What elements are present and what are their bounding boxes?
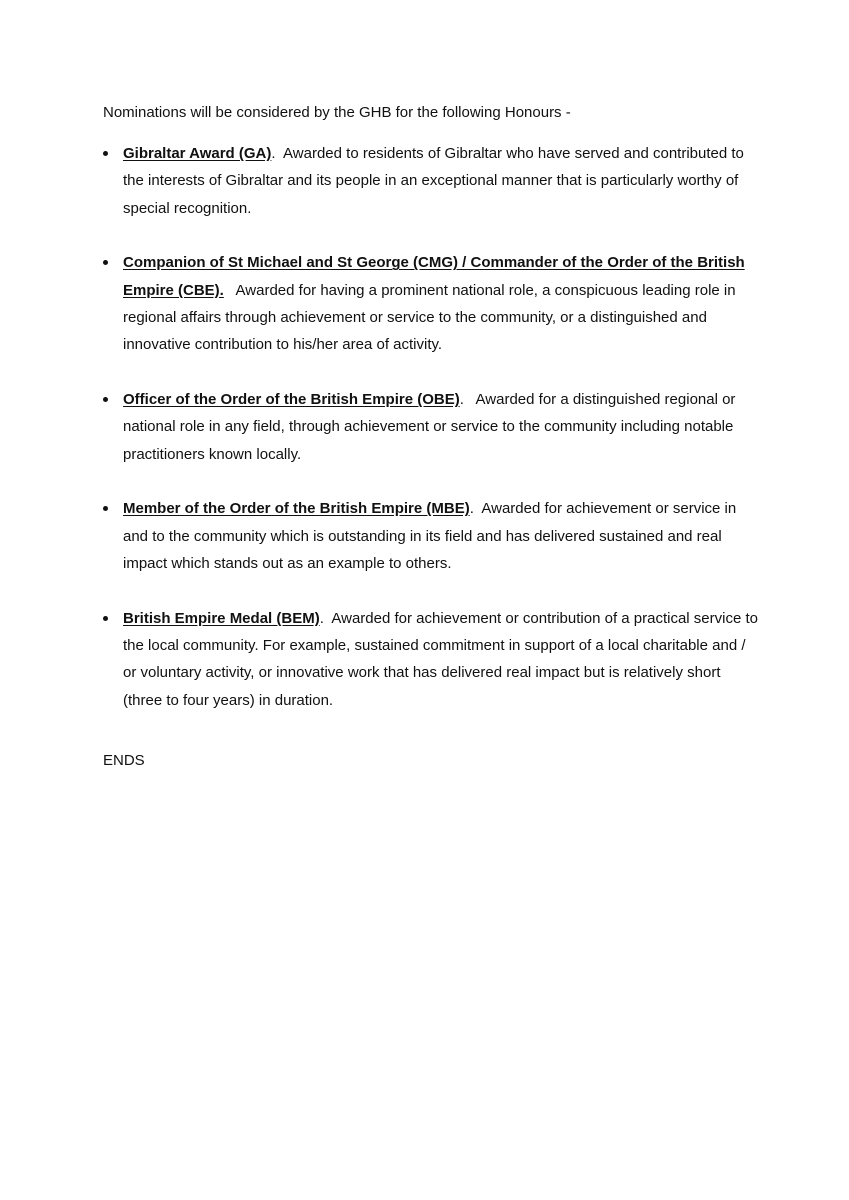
honour-item-cmg-cbe <box>103 249 763 358</box>
honour-description: Awarded for achievement or contribution of a practical service to the local community. For example, sustained commitment in support of a local charitable and / or voluntary activity, or innovative work that has delivered real impact but is relatively short (three to four years) in duration. <box>123 609 758 709</box>
honour-title-suffix: . <box>469 500 482 518</box>
bullet-icon <box>103 506 108 511</box>
honour-title: British Empire Medal (BEM) <box>123 609 320 627</box>
honour-description: Awarded for a distinguished regional or national role in any field, through achievement or service to the community including notable practitioners known locally. <box>123 391 736 463</box>
honour-title: Officer of the Order of the British Empire (OBE) <box>123 391 460 409</box>
honour-title: Companion of St Michael and St George (CMG) / Commander of the Order of the British Empire (CBE). <box>123 254 745 299</box>
honour-item-bem <box>103 605 763 714</box>
honour-title-suffix: . <box>271 145 284 162</box>
honour-title-suffix: . <box>459 391 476 409</box>
honour-description: Awarded to residents of Gibraltar who have served and contributed to the interests of Gibraltar and its people in an exceptional manner that is particularly worthy of special recognition. <box>123 145 744 217</box>
honour-description: Awarded for achievement or service in and to the community which is outstanding in its field and has delivered sustained and real impact which stands out as an example to others. <box>123 500 737 573</box>
honour-title: Gibraltar Award (GA) <box>123 145 272 162</box>
honour-item-mbe <box>103 495 763 577</box>
ends-marker: ENDS <box>103 752 145 769</box>
honour-description: Awarded for having a prominent national role, a conspicuous leading role in regional affairs through achievement or service to the community, or a distinguished and innovative contribution to his/her area of activity. <box>123 281 736 354</box>
bullet-icon <box>103 397 108 402</box>
honour-item-ga <box>103 140 763 222</box>
honour-title-suffix: . <box>319 609 332 627</box>
intro-paragraph: Nominations will be considered by the GHB for the following Honours - <box>103 104 571 121</box>
bullet-icon <box>103 260 108 265</box>
honour-item-obe <box>103 386 763 468</box>
bullet-icon <box>103 151 108 156</box>
honours-list <box>103 140 763 742</box>
honour-title-suffix <box>224 282 236 299</box>
bullet-icon <box>103 616 108 621</box>
honour-title: Member of the Order of the British Empire (MBE) <box>123 500 470 518</box>
